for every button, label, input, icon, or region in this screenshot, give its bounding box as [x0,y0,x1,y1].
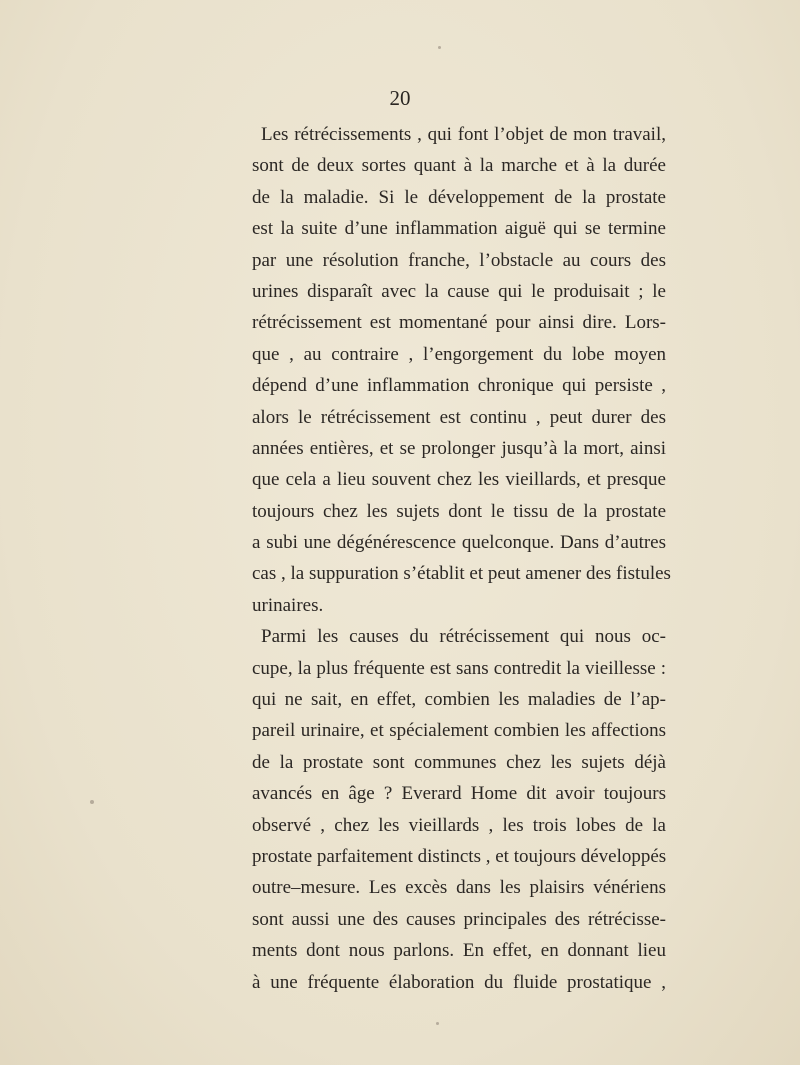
text-line: cas , la suppuration s’établit et peut amener des fistules [252,563,671,585]
text-line: avancés en âge ? Everard Home dit avoir toujours [252,783,666,805]
text-line: prostate parfaitement distincts , et toujours développés [252,845,667,867]
text-line: Parmi les causes du rétrécissement qui nous oc- [261,626,666,648]
text-line: est la suite d’une inflammation aiguë qui se termine [252,218,666,240]
text-line: pareil urinaire, et spécialement combien les affections [252,720,666,742]
text-line: de la maladie. Si le développement de la prostate [252,186,666,208]
text-line: qui ne sait, en effet, combien les maladies de l’ap- [252,689,666,711]
text-line: toujours chez les sujets dont le tissu de la prostate [252,500,666,522]
text-line: Les rétrécissements , qui font l’objet de mon travail, [261,124,666,145]
text-line: sont aussi une des causes principales des rétrécisse- [252,908,666,930]
text-line: que cela a lieu souvent chez les vieillards, et presque [252,469,666,491]
text-line: alors le rétrécissement est continu , peut durer des [252,406,666,428]
text-line: urinaires. [252,594,324,616]
text-line: a subi une dégénérescence quelconque. Dans d’autres [252,532,666,554]
paper-speck [438,46,441,49]
text-line: observé , chez les vieillards , les trois lobes de la [252,814,666,836]
text-line: de la prostate sont communes chez les sujets déjà [252,751,666,773]
text-line: à une fréquente élaboration du fluide prostatique , [252,971,666,993]
page-number: 20 [389,86,411,110]
text-line: outre–mesure. Les excès dans les plaisirs vénériens [252,877,666,899]
text-line: que , au contraire , l’engorgement du lobe moyen [252,343,666,365]
text-line: urines disparaît avec la cause qui le produisait ; le [252,280,666,302]
text-line: cupe, la plus fréquente est sans contredit la vieillesse : [252,657,666,679]
paper-speck [90,800,94,804]
body-text [252,119,671,998]
text-line: ments dont nous parlons. En effet, en donnant lieu [252,940,666,962]
text-line: sont de deux sortes quant à la marche et à la durée [252,155,666,177]
text-line: par une résolution franche, l’obstacle au cours des [252,249,666,271]
text-line: dépend d’une inflammation chronique qui persiste , [252,375,666,397]
paper-speck [436,1022,439,1025]
text-line: rétrécissement est momentané pour ainsi dire. Lors- [252,312,666,334]
text-line: années entières, et se prolonger jusqu’à la mort, ainsi [252,437,666,459]
